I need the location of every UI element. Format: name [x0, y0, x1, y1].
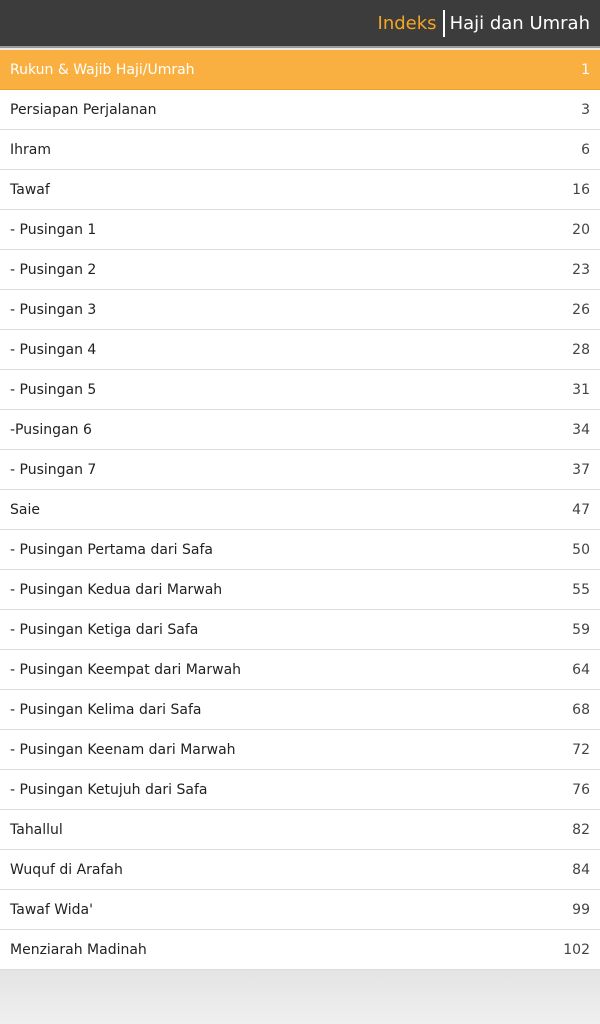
index-item-page: 55 — [572, 581, 590, 598]
index-item-8[interactable] — [0, 370, 600, 410]
title-divider — [443, 10, 445, 37]
index-item-label: - Pusingan 7 — [10, 461, 97, 478]
app-title: Haji dan Umrah — [449, 12, 590, 34]
app-header — [0, 0, 600, 48]
index-item-page: 84 — [572, 861, 590, 878]
index-item-1[interactable] — [0, 90, 600, 130]
index-item-label: Tawaf — [10, 181, 50, 198]
index-item-12[interactable] — [0, 530, 600, 570]
index-item-label: - Pusingan 5 — [10, 381, 97, 398]
index-item-20[interactable] — [0, 850, 600, 890]
index-item-label: - Pusingan 4 — [10, 341, 97, 358]
index-item-page: 68 — [572, 701, 590, 718]
index-item-page: 16 — [572, 181, 590, 198]
index-item-label: Menziarah Madinah — [10, 941, 147, 958]
index-item-page: 20 — [572, 221, 590, 238]
index-item-page: 59 — [572, 621, 590, 638]
index-item-page: 3 — [581, 101, 590, 118]
index-item-17[interactable] — [0, 730, 600, 770]
index-item-page: 31 — [572, 381, 590, 398]
index-item-page: 82 — [572, 821, 590, 838]
index-item-18[interactable] — [0, 770, 600, 810]
index-item-label: - Pusingan Keenam dari Marwah — [10, 741, 236, 758]
index-item-5[interactable] — [0, 250, 600, 290]
index-item-label: - Pusingan Kelima dari Safa — [10, 701, 202, 718]
header-title — [378, 0, 590, 46]
index-item-6[interactable] — [0, 290, 600, 330]
index-item-21[interactable] — [0, 890, 600, 930]
section-title: Indeks — [377, 12, 437, 34]
index-item-label: Ihram — [10, 141, 51, 158]
index-list — [0, 50, 600, 970]
index-item-16[interactable] — [0, 690, 600, 730]
index-item-label: - Pusingan Ketiga dari Safa — [10, 621, 199, 638]
index-item-0[interactable] — [0, 50, 600, 90]
index-item-page: 102 — [563, 941, 590, 958]
index-item-label: Tahallul — [10, 821, 63, 838]
index-item-label: - Pusingan Pertama dari Safa — [10, 541, 213, 558]
index-item-page: 28 — [572, 341, 590, 358]
index-item-10[interactable] — [0, 450, 600, 490]
index-item-label: Saie — [10, 501, 40, 518]
index-item-label: - Pusingan 2 — [10, 261, 97, 278]
index-item-page: 47 — [572, 501, 590, 518]
index-item-label: Wuquf di Arafah — [10, 861, 123, 878]
index-item-page: 99 — [572, 901, 590, 918]
index-item-label: -Pusingan 6 — [10, 421, 92, 438]
index-item-page: 1 — [581, 61, 590, 78]
index-item-4[interactable] — [0, 210, 600, 250]
index-item-11[interactable] — [0, 490, 600, 530]
index-item-22[interactable] — [0, 930, 600, 970]
index-item-page: 76 — [572, 781, 590, 798]
index-item-label: Rukun & Wajib Haji/Umrah — [10, 61, 195, 78]
index-item-label: Persiapan Perjalanan — [10, 101, 157, 118]
index-item-page: 72 — [572, 741, 590, 758]
index-item-page: 50 — [572, 541, 590, 558]
index-item-label: - Pusingan 3 — [10, 301, 97, 318]
index-item-label: - Pusingan 1 — [10, 221, 97, 238]
index-item-15[interactable] — [0, 650, 600, 690]
index-item-label: Tawaf Wida' — [10, 901, 93, 918]
index-item-9[interactable] — [0, 410, 600, 450]
bottom-background — [0, 970, 600, 1024]
index-item-label: - Pusingan Keempat dari Marwah — [10, 661, 242, 678]
index-item-label: - Pusingan Kedua dari Marwah — [10, 581, 223, 598]
index-item-2[interactable] — [0, 130, 600, 170]
index-item-13[interactable] — [0, 570, 600, 610]
index-item-3[interactable] — [0, 170, 600, 210]
index-item-page: 34 — [572, 421, 590, 438]
index-item-7[interactable] — [0, 330, 600, 370]
index-item-page: 37 — [572, 461, 590, 478]
index-item-19[interactable] — [0, 810, 600, 850]
index-item-page: 6 — [581, 141, 590, 158]
index-item-page: 23 — [572, 261, 590, 278]
index-item-page: 26 — [572, 301, 590, 318]
index-item-page: 64 — [572, 661, 590, 678]
index-item-14[interactable] — [0, 610, 600, 650]
index-item-label: - Pusingan Ketujuh dari Safa — [10, 781, 208, 798]
